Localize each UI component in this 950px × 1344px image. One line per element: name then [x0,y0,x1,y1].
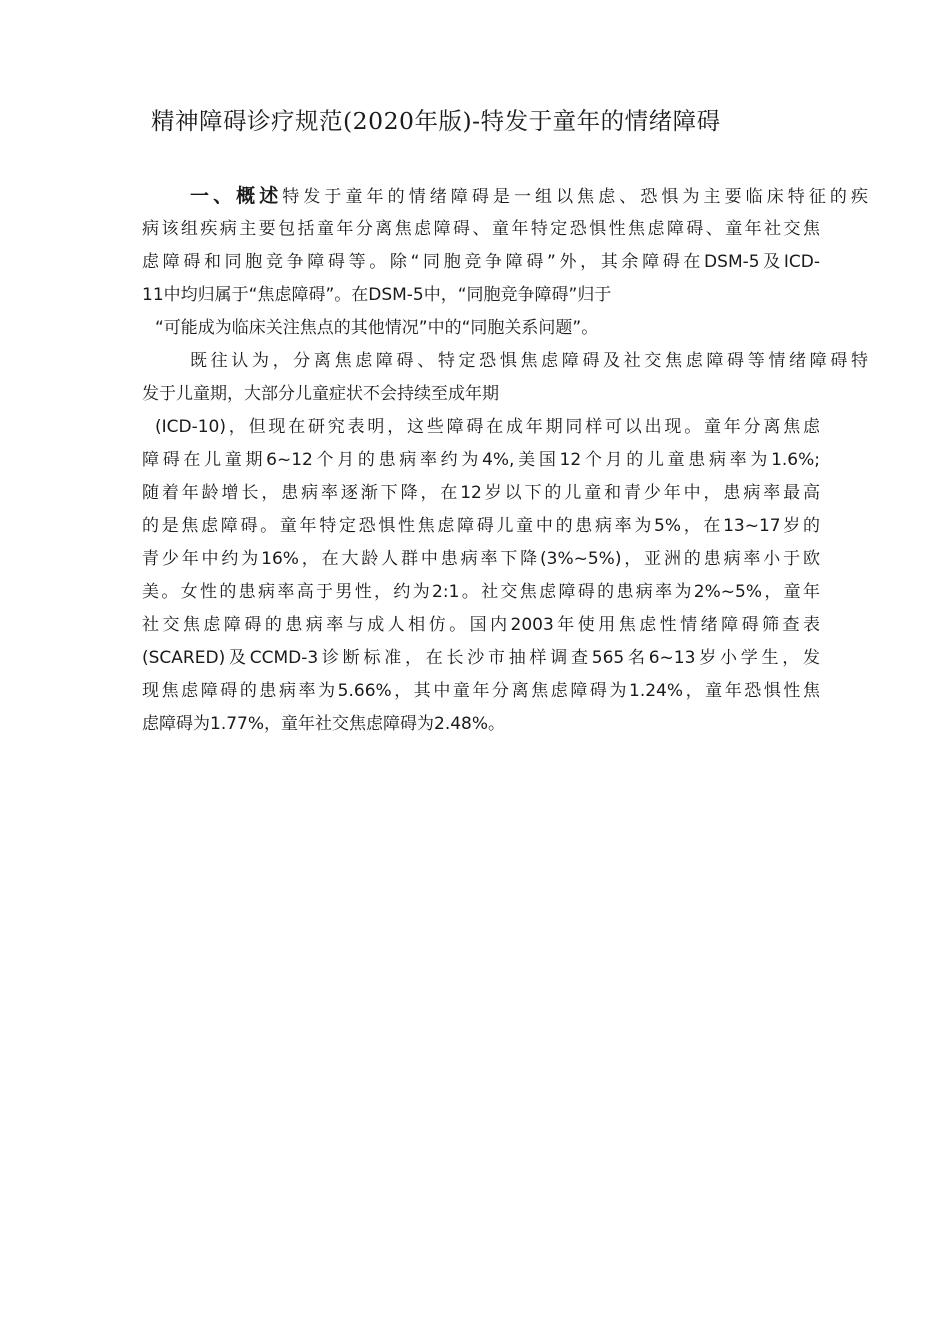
section-heading: 一、概述 [190,185,283,207]
paragraph-line: 美。女性的患病率高于男性，约为2:1。社交焦虑障碍的患病率为2%~5%，童年 [142,582,820,602]
paragraph-line: 发于儿童期，大部分儿童症状不会持续至成年期 [142,384,499,404]
paragraph-line: 现焦虑障碍的患病率为5.66%，其中童年分离焦虑障碍为1.24%，童年恐惧性焦 [142,681,820,701]
paragraph-line: 随着年龄增长，患病率逐渐下降，在12岁以下的儿童和青少年中，患病率最高 [142,483,820,503]
paragraph-prevalence [142,345,868,741]
paragraph-line: 病该组疾病主要包括童年分离焦虑障碍、童年特定恐惧性焦虑障碍、童年社交焦 [142,219,820,239]
paragraph-line: 既往认为，分离焦虑障碍、特定恐惧焦虑障碍及社交焦虑障碍等情绪障碍特 [190,351,868,371]
paragraph-line: (ICD-10)，但现在研究表明，这些障碍在成年期同样可以出现。童年分离焦虑 [155,417,820,437]
section-overview [142,180,868,345]
paragraph-line: “可能成为临床关注焦点的其他情况”中的“同胞关系问题”。 [155,318,599,338]
paragraph-line: 青少年中约为16%，在大龄人群中患病率下降(3%~5%)，亚洲的患病率小于欧 [142,549,820,569]
paragraph-line: 障碍在儿童期6~12个月的患病率约为4%,美国12个月的儿童患病率为1.6%; [142,450,820,470]
paragraph-line: 虑障碍为1.77%，童年社交焦虑障碍为2.48%。 [142,714,506,734]
paragraph-line: 社交焦虑障碍的患病率与成人相仿。国内2003年使用焦虑性情绪障碍筛查表 [142,615,820,635]
paragraph-line: 11中均归属于“焦虑障碍”。在DSM-5中，“同胞竞争障碍”归于 [142,285,612,305]
paragraph-line: (SCARED)及CCMD-3诊断标准，在长沙市抽样调查565名6~13岁小学生，发 [142,648,820,668]
document-title: 精神障碍诊疗规范(2020年版)-特发于童年的情绪障碍 [151,107,721,135]
paragraph-line: 的是焦虑障碍。童年特定恐惧性焦虑障碍儿童中的患病率为5%，在13~17岁的 [142,516,820,536]
paragraph-line: 虑障碍和同胞竞争障碍等。除“同胞竞争障碍”外，其余障碍在DSM-5及ICD- [142,252,820,272]
document-body [142,180,868,741]
paragraph-line: 一、概述特发于童年的情绪障碍是一组以焦虑、恐惧为主要临床特征的疾 [190,185,868,207]
